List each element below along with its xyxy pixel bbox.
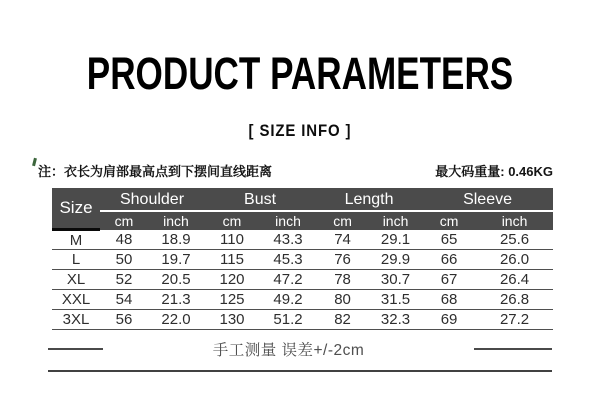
size-cell: L [52, 250, 100, 270]
note-tick-icon [32, 158, 37, 166]
max-size-weight: 最大码重量: 0.46KG [435, 163, 553, 179]
value-cell: 80 [316, 290, 369, 310]
table-row [52, 230, 553, 250]
value-cell: 43.3 [260, 230, 316, 250]
value-cell: 51.2 [260, 310, 316, 330]
size-cell: XL [52, 270, 100, 290]
value-cell: 66 [422, 250, 476, 270]
value-cell: 26.8 [476, 290, 553, 310]
value-cell: 19.7 [148, 250, 204, 270]
section-subtitle: [ SIZE INFO ] [248, 120, 352, 140]
col-header-length: Length [316, 188, 422, 211]
col-header-bust: Bust [204, 188, 316, 211]
value-cell: 54 [100, 290, 148, 310]
value-cell: 45.3 [260, 250, 316, 270]
unit-header-cm: cm [422, 211, 476, 230]
value-cell: 130 [204, 310, 260, 330]
value-cell: 32.3 [369, 310, 422, 330]
value-cell: 110 [204, 230, 260, 250]
footer-right-rule [474, 348, 552, 350]
col-header-size: Size [52, 188, 100, 230]
value-cell: 115 [204, 250, 260, 270]
header-group-row [52, 188, 553, 211]
value-cell: 31.5 [369, 290, 422, 310]
table-row [52, 270, 553, 290]
value-cell: 69 [422, 310, 476, 330]
footer-row [48, 338, 552, 359]
value-cell: 52 [100, 270, 148, 290]
value-cell: 76 [316, 250, 369, 270]
table-row [52, 310, 553, 330]
value-cell: 21.3 [148, 290, 204, 310]
value-cell: 78 [316, 270, 369, 290]
size-cell: XXL [52, 290, 100, 310]
bottom-divider [48, 370, 552, 372]
value-cell: 48 [100, 230, 148, 250]
footer-left-rule [48, 348, 103, 350]
size-cell: 3XL [52, 310, 100, 330]
unit-header-inch: inch [260, 211, 316, 230]
value-cell: 47.2 [260, 270, 316, 290]
value-cell: 20.5 [148, 270, 204, 290]
size-cell: M [52, 230, 100, 250]
unit-header-inch: inch [476, 211, 553, 230]
value-cell: 120 [204, 270, 260, 290]
table-row [52, 290, 553, 310]
value-cell: 74 [316, 230, 369, 250]
header-unit-row [52, 211, 553, 230]
measurement-note [33, 161, 272, 180]
measurement-note-text: 注：衣长为肩部最高点到下摆间直线距离 [38, 163, 273, 179]
table-row [52, 250, 553, 270]
value-cell: 125 [204, 290, 260, 310]
value-cell: 22.0 [148, 310, 204, 330]
value-cell: 68 [422, 290, 476, 310]
value-cell: 56 [100, 310, 148, 330]
unit-header-cm: cm [100, 211, 148, 230]
value-cell: 30.7 [369, 270, 422, 290]
value-cell: 29.9 [369, 250, 422, 270]
col-header-sleeve: Sleeve [422, 188, 553, 211]
value-cell: 18.9 [148, 230, 204, 250]
size-table [52, 188, 553, 331]
value-cell: 29.1 [369, 230, 422, 250]
tolerance-note: 手工测量 误差+/-2cm [212, 341, 365, 359]
value-cell: 67 [422, 270, 476, 290]
unit-header-inch: inch [148, 211, 204, 230]
page-title: PRODUCT PARAMETERS [86, 48, 514, 99]
col-header-shoulder: Shoulder [100, 188, 204, 211]
value-cell: 50 [100, 250, 148, 270]
value-cell: 26.4 [476, 270, 553, 290]
unit-header-cm: cm [204, 211, 260, 230]
note-row [33, 161, 553, 180]
unit-header-inch: inch [369, 211, 422, 230]
value-cell: 49.2 [260, 290, 316, 310]
value-cell: 27.2 [476, 310, 553, 330]
value-cell: 65 [422, 230, 476, 250]
unit-header-cm: cm [316, 211, 369, 230]
value-cell: 26.0 [476, 250, 553, 270]
value-cell: 82 [316, 310, 369, 330]
value-cell: 25.6 [476, 230, 553, 250]
